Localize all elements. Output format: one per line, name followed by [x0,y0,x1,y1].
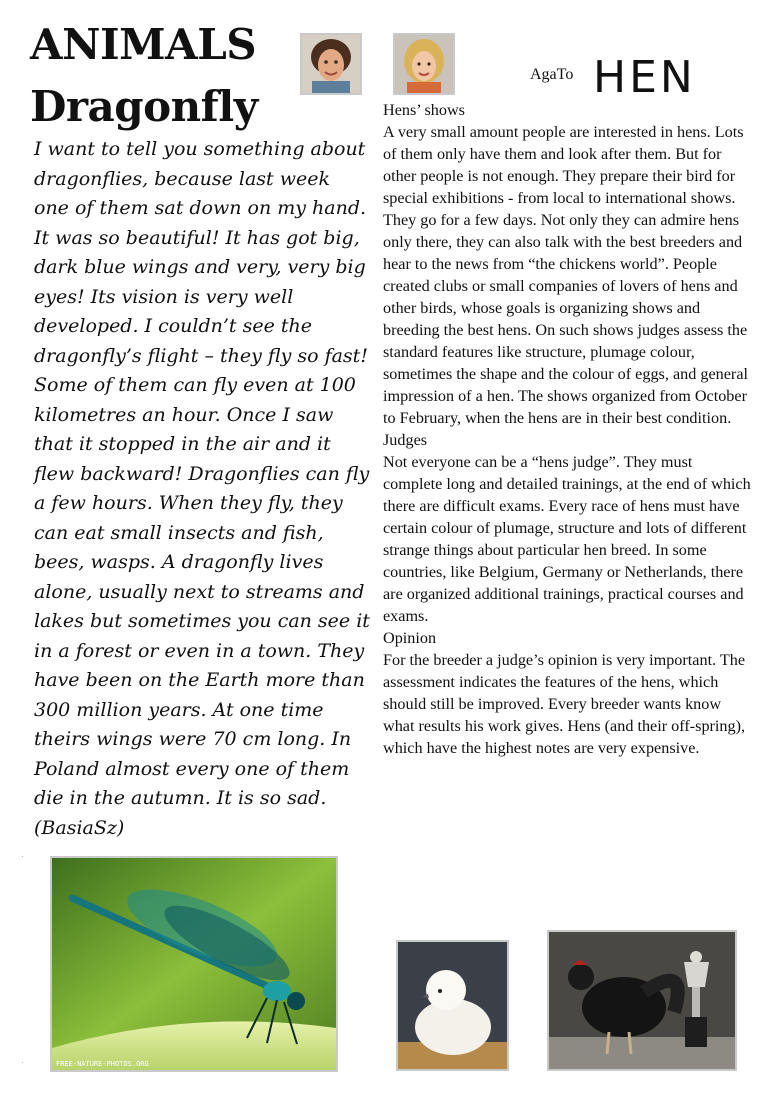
dragonfly-story-text: I want to tell you something about dragonflies, because last week one of them sat down on my hand. It was so beautiful! It has got big, dark blue wings and very, very big eyes! Its vision is very well developed. I couldn’t see the dragonfly’s flight – they fly so fast! Some of them can fly even at 100 kilometres an hour. Once I saw that it stopped in the air and it flew backward! Dragonflies can fly a few hours. When they fly, they can eat small insects and fish, bees, wasps. A dragonfly lives alone, usually next to streams and lakes but sometimes you can see it in a forest or even in a town. They have been on the Earth more than 300 million years. At one time theirs wings were 70 cm long. In Poland almost every one of them die in the autumn. It is so sad. (BasiaSz) [34,138,370,839]
white-hen-photo [396,940,509,1071]
judges-text: Not everyone can be a “hens judge”. They must complete long and detailed trainings, at the end of which there are difficult exams. Every race of hens must have certain colour of plumage, structure and lots of different strange things about particular hen breed. In some countries, like Belgium, Germany or Netherlands, there are organized additional trainings, practical courses and exams. [383,453,751,625]
photo-watermark: FREE-NATURE-PHOTOS.ORG [56,1060,149,1068]
margin-dot [22,1062,23,1063]
dragonfly-illustration [52,858,336,1070]
author-tag: AgaTo [530,66,574,83]
dragonfly-photo [50,856,338,1072]
black-hen-and-trophy [549,932,735,1069]
section-heading-hens-shows: Hens’ shows [383,101,465,119]
white-silkie-hen [398,942,507,1069]
girl-portrait-1 [302,35,360,93]
hen-article [383,99,755,759]
margin-dot [22,856,23,857]
section-heading-animals: ANIMALS [30,20,257,69]
avatar-basiasz [300,33,362,95]
hens-shows-text: A very small amount people are interested in hens. Lots of them only have them and look after them. But for other people is not enough. They prepare their bird for special exhibitions - from local to international shows. They go for a few days. Not only they can admire hens only there, they can also talk with the best breeders and hear to the news from “the chickens world”. People created clubs or small companies of lovers of hens and other birds, whose goals is organizing shows and breeding the best hens. On such shows judges assess the standard features like structure, plumage colour, sometimes the shape and the colour of eggs, and general impression of a hen. The shows organized from October to February, when the hens are in their best condition. [383,123,749,427]
section-heading-opinion: Opinion [383,629,437,647]
section-heading-judges: Judges [383,431,428,449]
opinion-text: For the breeder a judge’s opinion is very important. The assessment indicates the features of the hens, which should still be improved. Every breeder wants know what results his work gives. Hens (and their off-spring), which have the highest notes are very expensive. [383,651,746,757]
article-title-hen: HEN [593,52,696,103]
girl-portrait-2 [395,35,453,93]
avatar-agato [393,33,455,95]
black-hen-with-trophy-photo [547,930,737,1071]
article-title-dragonfly: Dragonfly [30,82,258,131]
